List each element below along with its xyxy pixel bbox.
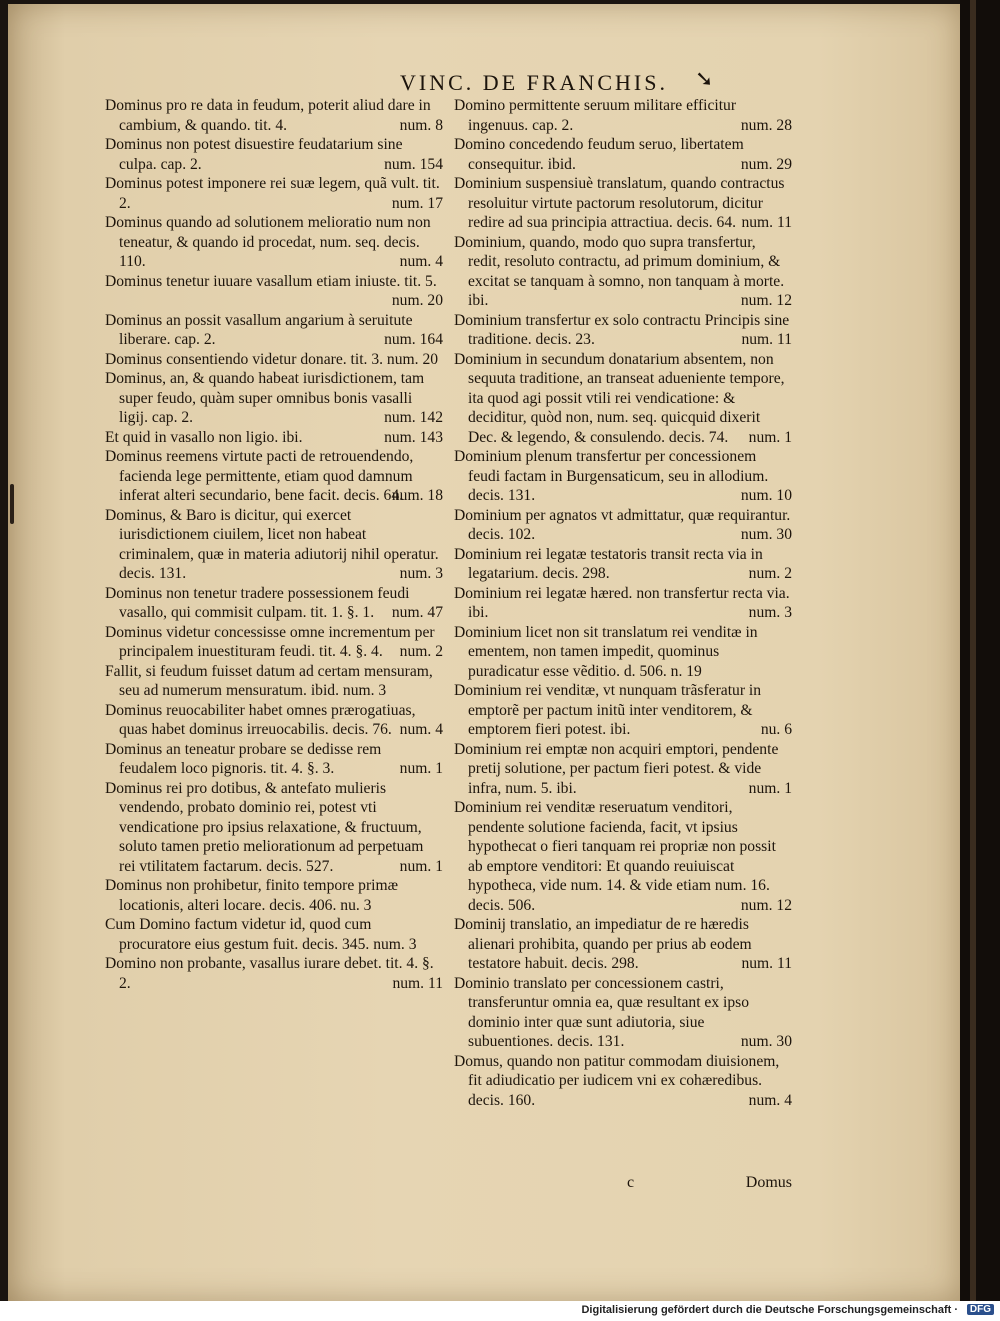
entry-number: num. 3	[748, 604, 792, 621]
entry-number: num. 2	[748, 565, 792, 582]
entry-text	[454, 233, 792, 311]
entry-text	[105, 369, 443, 428]
entry-body: Cum Domino factum videtur id, quod cum procuratore eius gestum fuit. decis. 345. num. 3	[105, 916, 417, 953]
entry-number: num. 20	[391, 292, 443, 309]
entry-number: num. 142	[384, 409, 443, 426]
index-entry	[105, 447, 443, 506]
entry-text	[105, 954, 443, 993]
index-entry	[105, 96, 443, 135]
index-entry	[454, 311, 792, 350]
entry-number: num. 11	[392, 974, 443, 992]
binding-mark	[10, 484, 14, 524]
entry-number: num. 30	[740, 526, 792, 543]
index-entry	[454, 545, 792, 584]
entry-text	[454, 681, 792, 740]
entry-body: Dominus non prohibetur, finito tempore primæ locationis, alteri locare. decis. 406. nu. 3	[105, 877, 399, 914]
entry-body: Dominus reemens virtute pacti de retrouendendo, facienda lege permittente, etiam quod damnum inferat alteri secundario, bene facit. decis. 64.	[105, 448, 414, 504]
entry-body: Dominus reuocabiliter habet omnes prærogatiuas, quas habet dominus irreuocabilis. decis. 76.	[105, 701, 416, 738]
entry-body: Dominium, quando, modo quo supra transfertur, redit, resoluto contractu, ad primum dominium, & excitat se tanquam à somno, non tanquam à morte. ibi.	[454, 233, 785, 309]
index-entry	[105, 701, 443, 740]
entry-text	[454, 447, 792, 506]
entry-text	[454, 915, 792, 974]
entry-text	[105, 447, 443, 506]
index-entry	[105, 506, 443, 584]
entry-text	[105, 584, 443, 623]
entry-body: Dominus non potest disuestire feudatarium sine culpa. cap. 2.	[105, 136, 403, 173]
entry-body: Domus, quando non patitur commodam diuisionem, fit adiudicatio per iudicem vni ex cohæredibus. decis. 160.	[454, 1052, 780, 1109]
entry-number: num. 4	[399, 253, 443, 270]
entry-body: Dominus an possit vasallum angarium à seruitute liberare. cap. 2.	[105, 311, 413, 348]
entry-body: Dominio translato per concessionem castri, transferuntur omnia ea, quæ resultant ex ipso dominio inter quæ sunt adiutoria, siue subuentiones. decis. 131.	[454, 974, 750, 1050]
entry-body: Et quid in vasallo non ligio. ibi.	[105, 428, 303, 446]
entry-number: num. 11	[741, 331, 792, 348]
index-entry	[454, 135, 792, 174]
index-entry	[454, 350, 792, 448]
entry-text	[105, 174, 443, 213]
index-entry	[105, 954, 443, 993]
book-page	[8, 4, 960, 1301]
index-entry	[105, 213, 443, 272]
entry-text	[454, 740, 792, 799]
entry-text	[454, 506, 792, 545]
entry-number: num. 10	[740, 487, 792, 504]
entry-number: num. 12	[740, 896, 792, 914]
index-entry	[105, 915, 443, 954]
index-entry	[454, 798, 792, 915]
entry-number: num. 1	[399, 760, 443, 777]
catchword: Domus	[745, 1174, 792, 1191]
entry-text	[454, 96, 792, 135]
entry-text	[105, 701, 443, 740]
entry-text	[105, 506, 443, 584]
entry-text	[105, 662, 443, 701]
entry-number: num. 154	[384, 155, 443, 173]
index-entry	[454, 174, 792, 233]
entry-body: Dominij translatio, an impediatur de re hæredis alienari prohibita, quando per prius ab eodem testatore habuit. decis. 298.	[454, 916, 752, 972]
entry-text	[105, 350, 443, 370]
scan-footer	[0, 1301, 1000, 1321]
entry-body: Dominus non tenetur tradere possessionem feudi vasallo, qui commisit culpam. tit. 1. §. 1.	[105, 584, 410, 621]
entry-number: num. 1	[748, 428, 792, 446]
entry-body: Dominium in secundum donatarium absentem, non sequuta traditione, an transeat adueniente tempore, ita quod agi possit vtili rei vendicatione: & deciditur, quòd non, num. seq. quicquid dixerit Dec. & legendo, & consulendo. decis. 74.	[454, 350, 785, 446]
index-entry	[105, 272, 443, 311]
index-entry	[454, 740, 792, 799]
entry-number: num. 1	[399, 857, 443, 875]
entry-number: num. 17	[391, 194, 443, 212]
index-entry	[105, 174, 443, 213]
index-entry	[105, 311, 443, 350]
index-entry	[105, 876, 443, 915]
entry-body: Fallit, si feudum fuisset datum ad certam mensuram, seu ad numerum mensuratum. ibid. num. 3	[105, 662, 433, 699]
entry-body: Dominus potest imponere rei suæ legem, quã vult. tit. 2.	[105, 175, 440, 212]
index-entry	[105, 623, 443, 662]
entry-number: num. 164	[384, 331, 443, 348]
dfg-logo: DFG	[967, 1304, 994, 1315]
entry-text	[105, 876, 443, 915]
signature-mark: c	[627, 1174, 635, 1191]
entry-text	[105, 135, 443, 174]
entry-body: Dominus, & Baro is dicitur, qui exercet iurisdictionem ciuilem, licet non habeat criminalem, quæ in materia adiutorij nihil operatur. decis. 131.	[105, 506, 439, 582]
index-entry	[105, 350, 443, 370]
entry-text	[454, 1052, 792, 1111]
entry-text	[454, 623, 792, 682]
entry-text	[454, 135, 792, 174]
mark-glyph: ➘	[695, 66, 714, 91]
entry-body: Dominus quando ad solutionem melioratio num non teneatur, & quando id procedat, num. seq. decis. 110.	[105, 214, 431, 270]
entry-body: Dominium rei venditæ, vt nunquam trãsferatur in emptorẽ per pactum initũ inter venditorem, & emptorem fieri potest. ibi.	[454, 682, 762, 738]
entry-number: num. 143	[384, 428, 443, 446]
entry-text	[105, 623, 443, 662]
entry-text	[105, 96, 443, 135]
running-title: VINC. DE FRANCHIS.	[400, 70, 668, 95]
entry-number: num. 29	[740, 155, 792, 173]
index-entry	[105, 662, 443, 701]
page-edge	[970, 0, 976, 1301]
entry-body: Dominus videtur concessisse omne incrementum per principalem inuestituram feudi. tit. 4. §. 4.	[105, 623, 435, 660]
entry-number: num. 1	[748, 779, 792, 797]
index-column-left	[105, 96, 443, 993]
index-entry	[105, 369, 443, 428]
entry-text	[454, 311, 792, 350]
index-entry	[454, 623, 792, 682]
entry-text	[454, 545, 792, 584]
entry-text	[454, 974, 792, 1052]
index-entry	[105, 779, 443, 877]
entry-number: num. 4	[748, 1091, 792, 1109]
entry-body: Dominium rei legatæ testatoris transit recta via in legatarium. decis. 298.	[454, 545, 763, 582]
entry-text	[105, 311, 443, 350]
entry-text	[105, 779, 443, 877]
index-entry	[454, 1052, 792, 1111]
scan-margin	[960, 0, 1000, 1301]
entry-body: Dominium rei emptæ non acquiri emptori, pendente pretij solutione, per pactum fieri potest. & vide infra, num. 5. ibi.	[454, 740, 779, 797]
entry-body: Dominium per agnatos vt admittatur, quæ requirantur. decis. 102.	[454, 506, 791, 543]
entry-number: num. 8	[399, 116, 443, 134]
entry-number: num. 12	[740, 292, 792, 309]
entry-text	[105, 272, 443, 309]
entry-text	[454, 350, 792, 448]
entry-text	[105, 740, 443, 779]
entry-body: Dominium transfertur ex solo contractu Principis sine traditione. decis. 23.	[454, 311, 790, 348]
index-entry	[105, 135, 443, 174]
entry-number: num. 28	[740, 116, 792, 134]
entry-number: num. 2	[399, 643, 443, 660]
index-entry	[454, 681, 792, 740]
entry-body: Domino non probante, vasallus iurare debet. tit. 4. §. 2.	[105, 955, 434, 992]
entry-number: num. 11	[741, 955, 792, 972]
page-header	[8, 70, 960, 96]
entry-body: Dominus, an, & quando habeat iurisdictionem, tam super feudo, quàm super omnibus bonis vasalli ligij. cap. 2.	[105, 370, 425, 426]
index-entry	[454, 506, 792, 545]
index-entry	[454, 974, 792, 1052]
funding-credit: Digitalisierung gefördert durch die Deutsche Forschungsgemeinschaft ·	[581, 1304, 958, 1316]
entry-text	[454, 174, 792, 233]
index-entry	[105, 740, 443, 779]
entry-number: num. 30	[740, 1033, 792, 1050]
entry-number: num. 3	[399, 565, 443, 582]
entry-body: Dominium licet non sit translatum rei venditæ in ementem, non tamen impedit, quominus puradicatur esse vẽditio. d. 506. n. 19	[454, 623, 758, 680]
entry-text	[454, 798, 792, 915]
entry-body: Dominium rei legatæ hæred. non transfertur recta via. ibi.	[454, 584, 790, 621]
entry-body: Dominium plenum transfertur per concessionem feudi factam in Burgensaticum, seu in allodium. decis. 131.	[454, 448, 769, 504]
entry-body: Dominus rei pro dotibus, & antefato mulieris vendendo, probato dominio rei, potest vti vendicatione pro ipsius relaxatione, & fructuum, soluto tamen pretio meliorationum ad perpetuam rei vtilitatem factarum. decis. 527.	[105, 779, 424, 875]
entry-text	[105, 213, 443, 272]
index-entry	[454, 447, 792, 506]
index-entry	[454, 584, 792, 623]
entry-body: Dominium rei venditæ reseruatum venditori, pendente solutione facienda, facit, vt ipsius hypothecat o fieri tanquam rei propriæ non possit ab emptore venditori: Et quando reuiuiscat hypotheca, vide num. 14. & vide etiam num. 16. decis. 506.	[454, 799, 776, 914]
index-entry	[105, 584, 443, 623]
entry-number: num. 18	[391, 487, 443, 504]
entry-body: Dominus an teneatur probare se dedisse rem feudalem loco pignoris. tit. 4. §. 3.	[105, 740, 382, 777]
entry-text	[105, 915, 443, 954]
index-entry	[454, 96, 792, 135]
entry-body: Dominus pro re data in feudum, poterit aliud dare in cambium, & quando. tit. 4.	[105, 97, 431, 134]
entry-body: Dominus tenetur iuuare vasallum etiam iniuste. tit. 5.	[105, 272, 437, 290]
entry-body: Domino permittente seruum militare efficitur ingenuus. cap. 2.	[454, 97, 737, 134]
entry-number: num. 47	[391, 604, 443, 621]
entry-number: num. 4	[399, 721, 443, 738]
index-entry	[105, 428, 443, 448]
entry-number: nu. 6	[760, 721, 792, 738]
entry-body: Dominium suspensiuè translatum, quando contractus resoluitur virtute pactorum resolutorum, dicitur redire ad sua principia attractiua. decis. 64.	[454, 175, 785, 231]
index-entry	[454, 915, 792, 974]
entry-body: Domino concedendo feudum seruo, libertatem consequitur. ibid.	[454, 136, 744, 173]
index-column-right	[454, 96, 792, 1110]
index-entry	[454, 233, 792, 311]
entry-number: num. 11	[741, 214, 792, 231]
entry-text	[454, 584, 792, 623]
entry-body: Dominus consentiendo videtur donare. tit. 3. num. 20	[105, 350, 439, 368]
entry-text	[105, 428, 443, 448]
